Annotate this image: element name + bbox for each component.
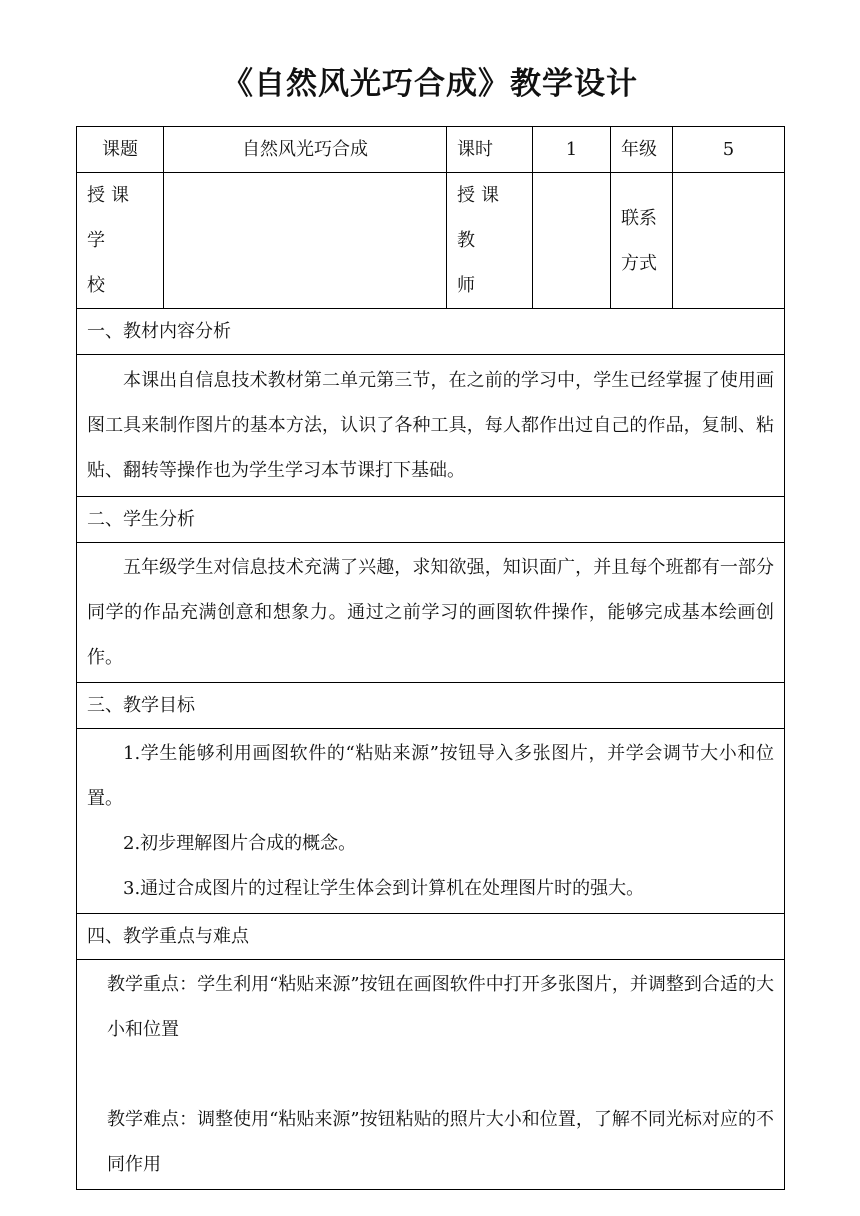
hours-value: 1 bbox=[533, 127, 611, 173]
key-points-heading: 四、教学重点与难点 bbox=[77, 914, 785, 960]
section-body-row bbox=[77, 729, 785, 914]
materials-body bbox=[77, 355, 785, 497]
school-value bbox=[164, 173, 447, 309]
teacher-label-line1: 授课教 bbox=[457, 185, 505, 251]
section-heading-row bbox=[77, 914, 785, 960]
materials-paragraph: 本课出自信息技术教材第二单元第三节，在之前的学习中，学生已经掌握了使用画图工具来制作图片的基本方法，认识了各种工具，每人都作出过自己的作品，复制、粘贴、翻转等操作也为学生学习本节课打下基础。 bbox=[87, 370, 774, 481]
teacher-label-cell bbox=[447, 173, 533, 309]
school-label-line1: 授课学 bbox=[87, 185, 135, 251]
materials-heading: 一、教材内容分析 bbox=[77, 309, 785, 355]
hours-label: 课时 bbox=[447, 127, 533, 173]
school-label-cell bbox=[77, 173, 164, 309]
contact-label-cell bbox=[611, 173, 673, 309]
students-heading: 二、学生分析 bbox=[77, 497, 785, 543]
goal-item: 2.初步理解图片合成的概念。 bbox=[123, 833, 357, 854]
contact-label-line1: 联系 bbox=[621, 207, 657, 229]
key-points-body bbox=[77, 960, 785, 1190]
header-row-topic bbox=[77, 127, 785, 173]
topic-label: 课题 bbox=[77, 127, 164, 173]
teacher-value bbox=[533, 173, 611, 309]
grade-value: 5 bbox=[673, 127, 785, 173]
teaching-focus: 教学重点：学生利用“粘贴来源”按钮在画图软件中打开多张图片，并调整到合适的大小和位置 bbox=[107, 974, 774, 1040]
header-row-school bbox=[77, 173, 785, 309]
section-heading-row bbox=[77, 683, 785, 729]
contact-value bbox=[673, 173, 785, 309]
school-label-line2: 校 bbox=[87, 275, 105, 296]
document-title: 《自然风光巧合成》教学设计 bbox=[222, 66, 638, 102]
section-body-row bbox=[77, 543, 785, 683]
section-heading-row bbox=[77, 497, 785, 543]
contact-label-line2: 方式 bbox=[621, 252, 657, 274]
goal-item: 3.通过合成图片的过程让学生体会到计算机在处理图片时的强大。 bbox=[123, 878, 645, 899]
grade-label: 年级 bbox=[611, 127, 673, 173]
topic-value: 自然风光巧合成 bbox=[164, 127, 447, 173]
goal-item: 1.学生能够利用画图软件的“粘贴来源”按钮导入多张图片，并学会调节大小和位置。 bbox=[87, 743, 774, 809]
section-heading-row bbox=[77, 309, 785, 355]
section-body-row bbox=[77, 960, 785, 1190]
students-body bbox=[77, 543, 785, 683]
goals-heading: 三、教学目标 bbox=[77, 683, 785, 729]
goals-body bbox=[77, 729, 785, 914]
lesson-plan-table bbox=[76, 126, 785, 1190]
students-paragraph: 五年级学生对信息技术充满了兴趣，求知欲强，知识面广，并且每个班都有一部分同学的作品充满创意和想象力。通过之前学习的画图软件操作，能够完成基本绘画创作。 bbox=[87, 557, 774, 668]
teaching-difficulty: 教学难点：调整使用“粘贴来源”按钮粘贴的照片大小和位置，了解不同光标对应的不同作用 bbox=[107, 1109, 774, 1175]
section-body-row bbox=[77, 355, 785, 497]
spacer bbox=[87, 1052, 774, 1097]
teacher-label-line2: 师 bbox=[457, 275, 475, 296]
